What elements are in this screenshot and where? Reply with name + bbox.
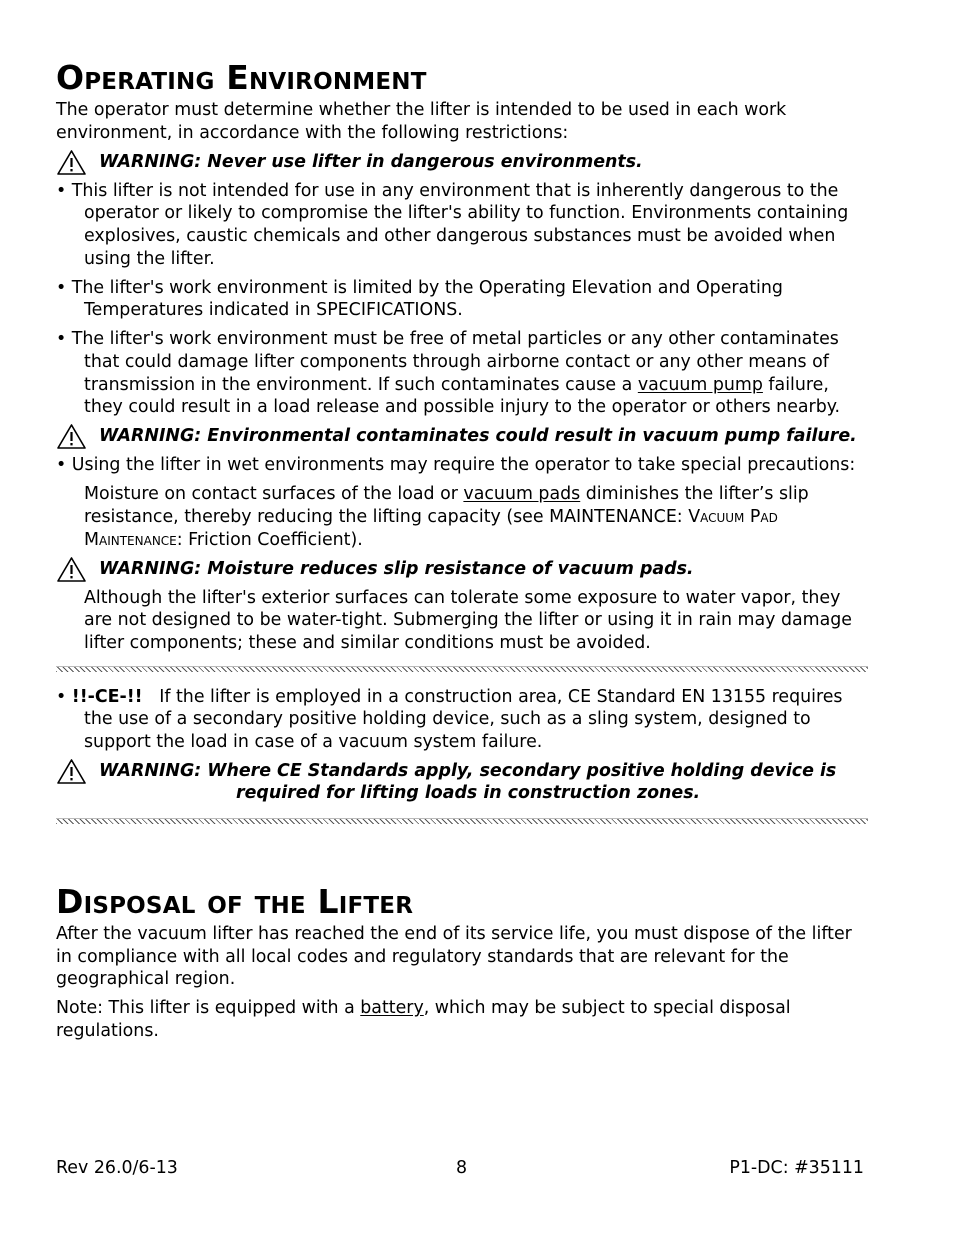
warning-text-line1: WARNING: Where CE Standards apply, secondary positive holding device is: [99, 760, 837, 781]
bullet-wet: • Using the lifter in wet environments may require the operator to take special precautions:: [56, 455, 856, 476]
warning-triangle-icon: [56, 423, 87, 450]
warning-triangle-icon: [56, 556, 87, 583]
warning-moisture: [56, 558, 868, 581]
ce-tag: !!-CE-!!: [71, 686, 143, 707]
bullet-contaminates: • The lifter's work environment must be free of metal particles or any other contaminates that could damage lifter components through airborne contact or any other means of transmission in the environment. If such contaminates cause a vacuum pump failure, they could result in a load release and possible injury to the operator or others nearby.: [56, 329, 841, 418]
warning-dangerous-environments: [56, 151, 868, 174]
section-title-disposal: Disposal of the Lifter: [56, 882, 414, 922]
warning-text: WARNING: Moisture reduces slip resistance of vacuum pads.: [99, 558, 694, 579]
warning-text: WARNING: Never use lifter in dangerous environments.: [99, 151, 643, 172]
moisture-paragraph: Moisture on contact surfaces of the load or vacuum pads diminishes the lifter’s slip resistance, thereby reducing the lifting capacity (see MAINTENANCE: Vacuum Pad Maintenance: Friction Coefficient).: [84, 484, 809, 550]
exterior-paragraph: Although the lifter's exterior surfaces can tolerate some exposure to water vapor, they are not designed to be water-tight. Submerging the lifter or using it in rain may damage lifter components; these and similar conditions must be avoided.: [84, 587, 852, 653]
battery-link[interactable]: battery: [360, 998, 424, 1019]
warning-text-line2: required for lifting loads in construction zones.: [236, 783, 701, 804]
warning-triangle-icon: [56, 149, 87, 176]
divider: [56, 666, 868, 672]
intro-paragraph: The operator must determine whether the lifter is intended to be used in each work environment, in accordance with the following restrictions:: [56, 100, 787, 143]
divider: [56, 818, 868, 824]
document-page: [56, 58, 868, 1049]
disposal-paragraph: After the vacuum lifter has reached the end of its service life, you must dispose of the lifter in compliance with all local codes and regulatory standards that are relevant for the geographical region.: [56, 924, 852, 990]
page-footer: [56, 1157, 864, 1181]
vacuum-pump-link[interactable]: vacuum pump: [637, 374, 763, 395]
warning-triangle-icon: [56, 758, 87, 785]
warning-text: WARNING: Environmental contaminates could result in vacuum pump failure.: [99, 426, 857, 447]
section-title-operating-environment: Operating Environment: [56, 58, 427, 97]
footer-page-number: 8: [456, 1158, 468, 1178]
battery-note: Note: This lifter is equipped with a battery, which may be subject to special disposal regulations.: [56, 998, 791, 1041]
bullet-dangerous: • This lifter is not intended for use in any environment that is inherently dangerous to the operator or likely to compromise the lifter's ability to function. Environments containing explosives, caustic chemicals and other dangerous substances must be avoided when using the lifter.: [56, 180, 849, 269]
bullet-ce: • !!-CE-!! If the lifter is employed in a construction area, CE Standard EN 13155 requires the use of a secondary positive holding device, such as a sling system, designed to support the load in case of a vacuum system failure.: [56, 686, 849, 752]
warning-contaminates: [56, 425, 868, 448]
warning-ce: [56, 760, 868, 805]
bullet-elevation: • The lifter's work environment is limited by the Operating Elevation and Operating Temperatures indicated in SPECIFICATIONS.: [56, 277, 783, 321]
footer-revision: Rev 26.0/6-13: [56, 1158, 178, 1178]
footer-doc-id: P1-DC: #35111: [729, 1158, 864, 1178]
vacuum-pads-link[interactable]: vacuum pads: [463, 484, 581, 505]
